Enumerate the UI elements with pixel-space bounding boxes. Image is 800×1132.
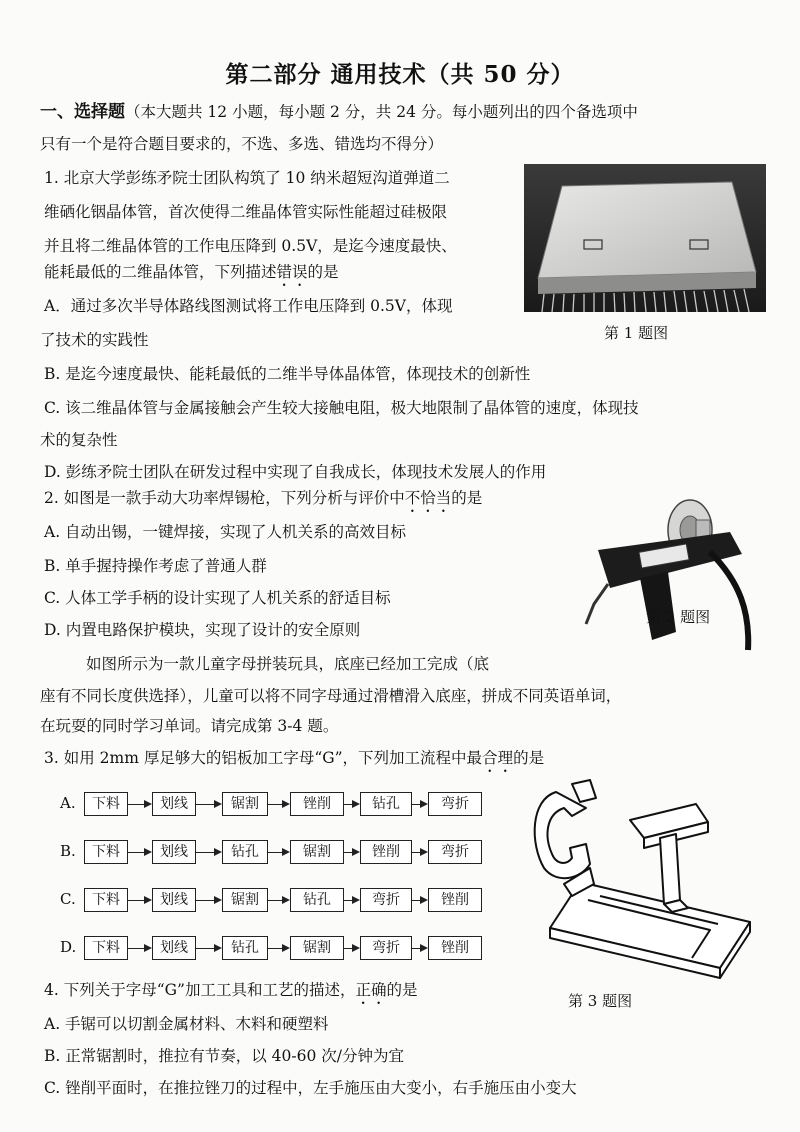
q1-figure-caption: 第 1 题图 [604, 324, 669, 342]
q4-stem-keyword: 正确 [355, 981, 387, 999]
q2-option-a: A. 自动出锡，一键焊接，实现了人机关系的高效目标 [44, 523, 407, 541]
q3-arrow [412, 900, 426, 901]
q3-option-b-step-5: 锉削 [360, 840, 412, 864]
q1-stem-text: 能耗最低的二维晶体管，下列描述 [44, 263, 277, 281]
q2-figure-caption: 第 2 题图 [646, 608, 711, 626]
q3-option-d-step-4: 锯割 [290, 936, 344, 960]
section-header [40, 102, 638, 122]
section-rules-1: （本大题共 12 小题，每小题 2 分，共 24 分。每小题列出的四个备选项中 [125, 103, 638, 121]
q3-arrow [268, 900, 288, 901]
q1-stem-line4 [44, 262, 339, 290]
passage-line1: 如图所示为一款儿童字母拼装玩具，底座已经加工完成（底 [86, 655, 490, 673]
q3-arrow [128, 948, 150, 949]
q3-arrow [196, 804, 220, 805]
q3-arrow [412, 852, 426, 853]
q3-option-b-step-3: 钻孔 [222, 840, 268, 864]
q3-option-b-step-6: 弯折 [428, 840, 482, 864]
q2-option-d: D. 内置电路保护模块，实现了设计的安全原则 [44, 621, 361, 639]
q1-stem-keyword: 错误 [276, 263, 308, 281]
q3-option-b-step-4: 锯割 [290, 840, 344, 864]
q1-stem-line1: 1. 北京大学彭练矛院士团队构筑了 10 纳米超短沟道弹道二 [44, 169, 450, 187]
q2-stem-text: 2. 如图是一款手动大功率焊锡枪，下列分析与评价中 [44, 489, 405, 507]
q1-stem-line3: 并且将二维晶体管的工作电压降到 0.5V，是迄今速度最快、 [44, 237, 457, 255]
page-title: 第二部分 通用技术（共 50 分） [225, 61, 575, 88]
q3-arrow [268, 804, 288, 805]
q1-option-a-line1: A．通过多次半导体路线图测试将工作电压降到 0.5V，体现 [44, 297, 453, 315]
q3-option-d-label: D. [60, 938, 77, 956]
q3-option-d-step-1: 下料 [84, 936, 128, 960]
q3-option-a-step-1: 下料 [84, 792, 128, 816]
q2-option-c: C. 人体工学手柄的设计实现了人机关系的舒适目标 [44, 589, 391, 607]
q3-arrow [128, 900, 150, 901]
q3-option-b-label: B. [60, 842, 76, 860]
q3-option-d-step-2: 划线 [152, 936, 196, 960]
q3-option-b-step-2: 划线 [152, 840, 196, 864]
q3-option-c-step-5: 弯折 [360, 888, 412, 912]
q3-option-b-step-1: 下料 [84, 840, 128, 864]
q3-option-a-label: A. [60, 794, 76, 812]
q3-arrow [412, 948, 426, 949]
q4-option-c: C. 锉削平面时，在推拉锉刀的过程中，左手施压由大变小，右手施压由小变大 [44, 1079, 577, 1097]
q1-option-a-line2: 了技术的实践性 [40, 331, 149, 349]
q3-stem-text: 3. 如用 2mm 厚足够大的铝板加工字母“G”，下列加工流程中最 [44, 749, 483, 767]
q3-option-a-step-5: 钻孔 [360, 792, 412, 816]
q3-arrow [344, 804, 358, 805]
q3-option-c-step-1: 下料 [84, 888, 128, 912]
passage-line3: 在玩耍的同时学习单词。请完成第 3-4 题。 [40, 717, 339, 735]
q1-option-c-line1: C. 该二维晶体管与金属接触会产生较大接触电阻，极大地限制了晶体管的速度，体现技 [44, 399, 639, 417]
q4-stem-text: 4. 下列关于字母“G”加工工具和工艺的描述， [44, 981, 356, 999]
q3-figure-caption: 第 3 题图 [568, 992, 633, 1010]
q3-option-d-step-3: 钻孔 [222, 936, 268, 960]
q1-stem-line2: 维硒化铟晶体管，首次使得二维晶体管实际性能超过硅极限 [44, 203, 448, 221]
q3-option-a-step-4: 锉削 [290, 792, 344, 816]
passage-line2: 座有不同长度供选择），儿童可以将不同字母通过滑槽滑入底座，拼成不同英语单词， [40, 687, 622, 705]
q3-arrow [344, 900, 358, 901]
q1-stem-tail: 的是 [307, 263, 339, 281]
q3-stem [44, 748, 544, 776]
q4-option-b: B. 正常锯割时，推拉有节奏，以 40-60 次/分钟为宜 [44, 1047, 405, 1065]
q4-stem-tail: 的是 [386, 981, 418, 999]
q3-arrow [344, 852, 358, 853]
q1-figure-chip-photo [524, 164, 766, 312]
q3-option-d-step-5: 弯折 [360, 936, 412, 960]
q2-option-b: B. 单手握持操作考虑了普通人群 [44, 557, 267, 575]
q3-arrow [196, 900, 220, 901]
q2-stem [44, 488, 482, 516]
q2-stem-tail: 的是 [451, 489, 483, 507]
q3-option-c-step-3: 锯割 [222, 888, 268, 912]
q3-option-d-step-6: 锉削 [428, 936, 482, 960]
q1-option-d: D. 彭练矛院士团队在研发过程中实现了自我成长，体现技术发展人的作用 [44, 463, 547, 481]
q1-option-c-line2: 术的复杂性 [40, 431, 118, 449]
q3-option-c-label: C. [60, 890, 76, 908]
q3-arrow [412, 804, 426, 805]
q3-arrow [268, 948, 288, 949]
q3-option-a-step-3: 锯割 [222, 792, 268, 816]
section-rules-2: 只有一个是符合题目要求的，不选、多选、错选均不得分） [40, 135, 444, 153]
q3-arrow [128, 804, 150, 805]
q3-option-c-step-4: 钻孔 [290, 888, 344, 912]
q3-option-a-step-2: 划线 [152, 792, 196, 816]
q3-stem-keyword: 合理 [482, 749, 514, 767]
q3-option-c-step-2: 划线 [152, 888, 196, 912]
q2-figure-solder-gun [580, 492, 770, 652]
q3-figure-letter-toy [520, 772, 770, 982]
q3-arrow [128, 852, 150, 853]
section-label: 一、选择题 [40, 102, 125, 122]
q4-stem [44, 980, 417, 1008]
q3-arrow [268, 852, 288, 853]
q4-option-a: A. 手锯可以切割金属材料、木料和硬塑料 [44, 1015, 329, 1033]
q3-option-a-step-6: 弯折 [428, 792, 482, 816]
q3-option-c-step-6: 锉削 [428, 888, 482, 912]
q3-arrow [344, 948, 358, 949]
q3-stem-tail: 的是 [513, 749, 545, 767]
q2-stem-keyword: 不恰当 [404, 489, 452, 507]
q1-option-b: B. 是迄今速度最快、能耗最低的二维半导体晶体管，体现技术的创新性 [44, 365, 531, 383]
q3-arrow [196, 852, 220, 853]
q3-arrow [196, 948, 220, 949]
